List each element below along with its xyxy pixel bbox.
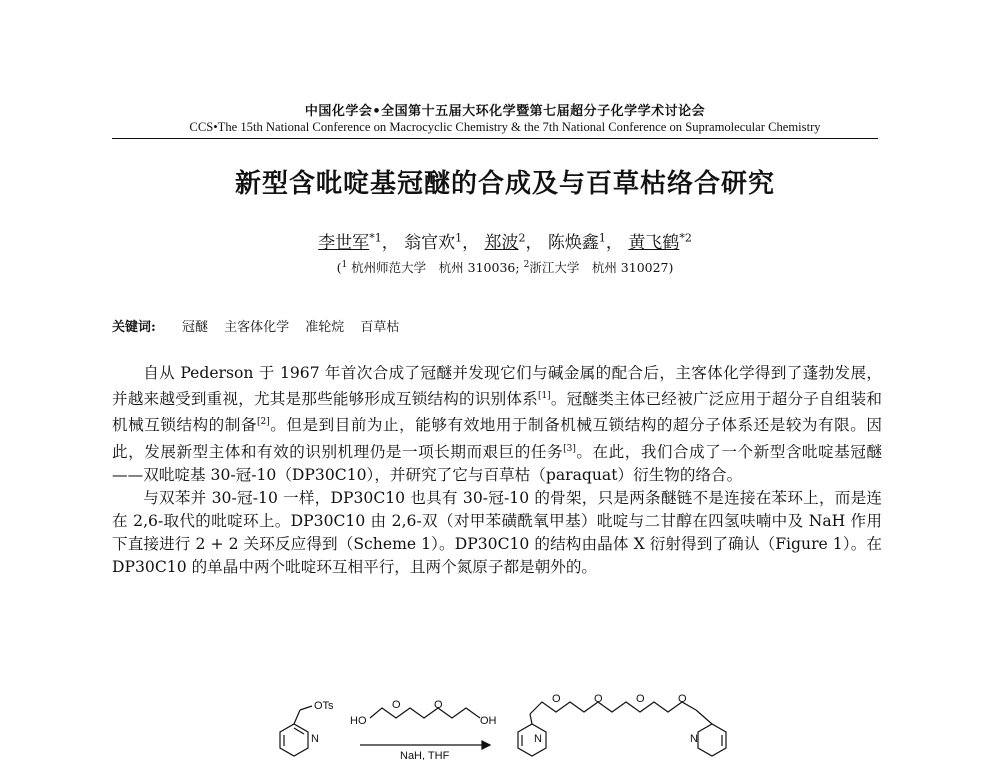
author-sup: 1 bbox=[455, 231, 463, 245]
para1-text-b: 。冠醚类主体已经被广泛应用于超分子自组装和机械互锁结构的制备 bbox=[112, 390, 882, 435]
keyword: 准轮烷 bbox=[305, 320, 345, 335]
n-label: N bbox=[690, 733, 698, 745]
oh-label: OH bbox=[480, 715, 497, 727]
author-sup: *2 bbox=[679, 231, 692, 245]
reagent-label: NaH, THF bbox=[400, 750, 450, 760]
author-name: 李世军 bbox=[318, 233, 370, 253]
affil-sup-1: 1 bbox=[341, 259, 348, 270]
n-label: N bbox=[534, 733, 542, 745]
scheme-drawing bbox=[250, 680, 760, 760]
affil-sup-2: 2 bbox=[523, 259, 530, 270]
author-sup: 1 bbox=[598, 231, 606, 245]
keyword: 冠醚 bbox=[181, 320, 208, 335]
author-name: 黄飞鹤 bbox=[628, 233, 680, 253]
o-label: O bbox=[392, 699, 401, 711]
reaction-scheme bbox=[250, 680, 760, 760]
paragraph-2: 与双苯并 30-冠-10 一样，DP30C10 也具有 30-冠-10 的骨架，只是两条醚链不是连接在苯环上，而是连在 2,6-取代的吡啶环上。DP30C10 由 2,6-双（对甲苯磺酰氧甲基）吡啶与二甘醇在四氢呋喃中及 NaH 作用下直接进行 2 + 2 关环反应得到（Scheme 1）。DP30C10 的结构由晶体 X 衍射得到了确认（Figure 1）。在 DP30C10 的单晶中两个吡啶环互相平行，且两个氮原子都是朝外的。 bbox=[112, 489, 882, 577]
author-name: 郑波 bbox=[484, 233, 519, 253]
citation-2: [2] bbox=[257, 417, 270, 428]
author-list: 李世军$^{*1}$， 翁官欢$^1$， 郑波$^2$， 陈焕鑫$^1$， 黄飞鹤$^{*2}$ bbox=[318, 231, 692, 253]
o-label: O bbox=[552, 693, 561, 705]
paragraph-1 bbox=[112, 362, 882, 487]
o-label: O bbox=[636, 693, 645, 705]
author-name: 翁官欢 bbox=[404, 233, 456, 253]
conference-title-en: CCS•The 15th National Conference on Macrocyclic Chemistry & the 7th National Conference on Supramolecular Chemistry bbox=[189, 120, 821, 134]
o-label: O bbox=[434, 699, 443, 711]
keywords bbox=[112, 316, 411, 335]
diol-chain bbox=[370, 708, 480, 718]
author-sup: 2 bbox=[518, 231, 526, 245]
conference-title-cn: 中国化学会•全国第十五届大环化学暨第七届超分子化学学术讨论会 bbox=[304, 104, 706, 119]
body-text bbox=[112, 362, 882, 579]
author-name: 陈焕鑫 bbox=[547, 233, 599, 253]
n-label: N bbox=[311, 733, 319, 745]
para1-text-d: 。在此，我们合成了一个新型含吡啶基冠醚——双吡啶基 30-冠-10（DP30C10），并研究了它与百草枯（paraquat）衍生物的络合。 bbox=[112, 442, 882, 484]
keyword: 主客体化学 bbox=[224, 320, 290, 335]
o-label: O bbox=[594, 693, 603, 705]
citation-3: [3] bbox=[563, 443, 576, 454]
ots-label: OTs bbox=[314, 700, 334, 712]
affil-close: ) bbox=[668, 260, 674, 275]
affil-1: 杭州师范大学 杭州 310036; bbox=[347, 260, 520, 275]
para1-text-c: 。但是到目前为止，能够有效地用于制备机械互锁结构的超分子体系还是较为有限。因此，发展新型主体和有效的识别机理仍是一项长期而艰巨的任务 bbox=[112, 416, 882, 461]
keyword: 百草枯 bbox=[360, 320, 400, 335]
o-label: O bbox=[678, 693, 687, 705]
citation-1: [1] bbox=[537, 391, 551, 402]
para1-text-a: 自从 Pederson 于 1967 年首次合成了冠醚并发现它们与碱金属的配合后，主客体化学得到了蓬勃发展，并越来越受到重视，尤其是那些能够形成互锁结构的识别体系 bbox=[112, 364, 882, 409]
ho-label: HO bbox=[350, 715, 367, 727]
paper-title: 新型含吡啶基冠醚的合成及与百草枯络合研究 bbox=[234, 169, 775, 199]
header-rule bbox=[112, 138, 878, 139]
author-sup: *1 bbox=[369, 231, 382, 245]
affil-open: ( bbox=[336, 260, 342, 275]
affiliations bbox=[110, 258, 900, 276]
affil-2: 浙江大学 杭州 310027 bbox=[529, 260, 669, 275]
keywords-label: 关键词: bbox=[112, 320, 156, 335]
